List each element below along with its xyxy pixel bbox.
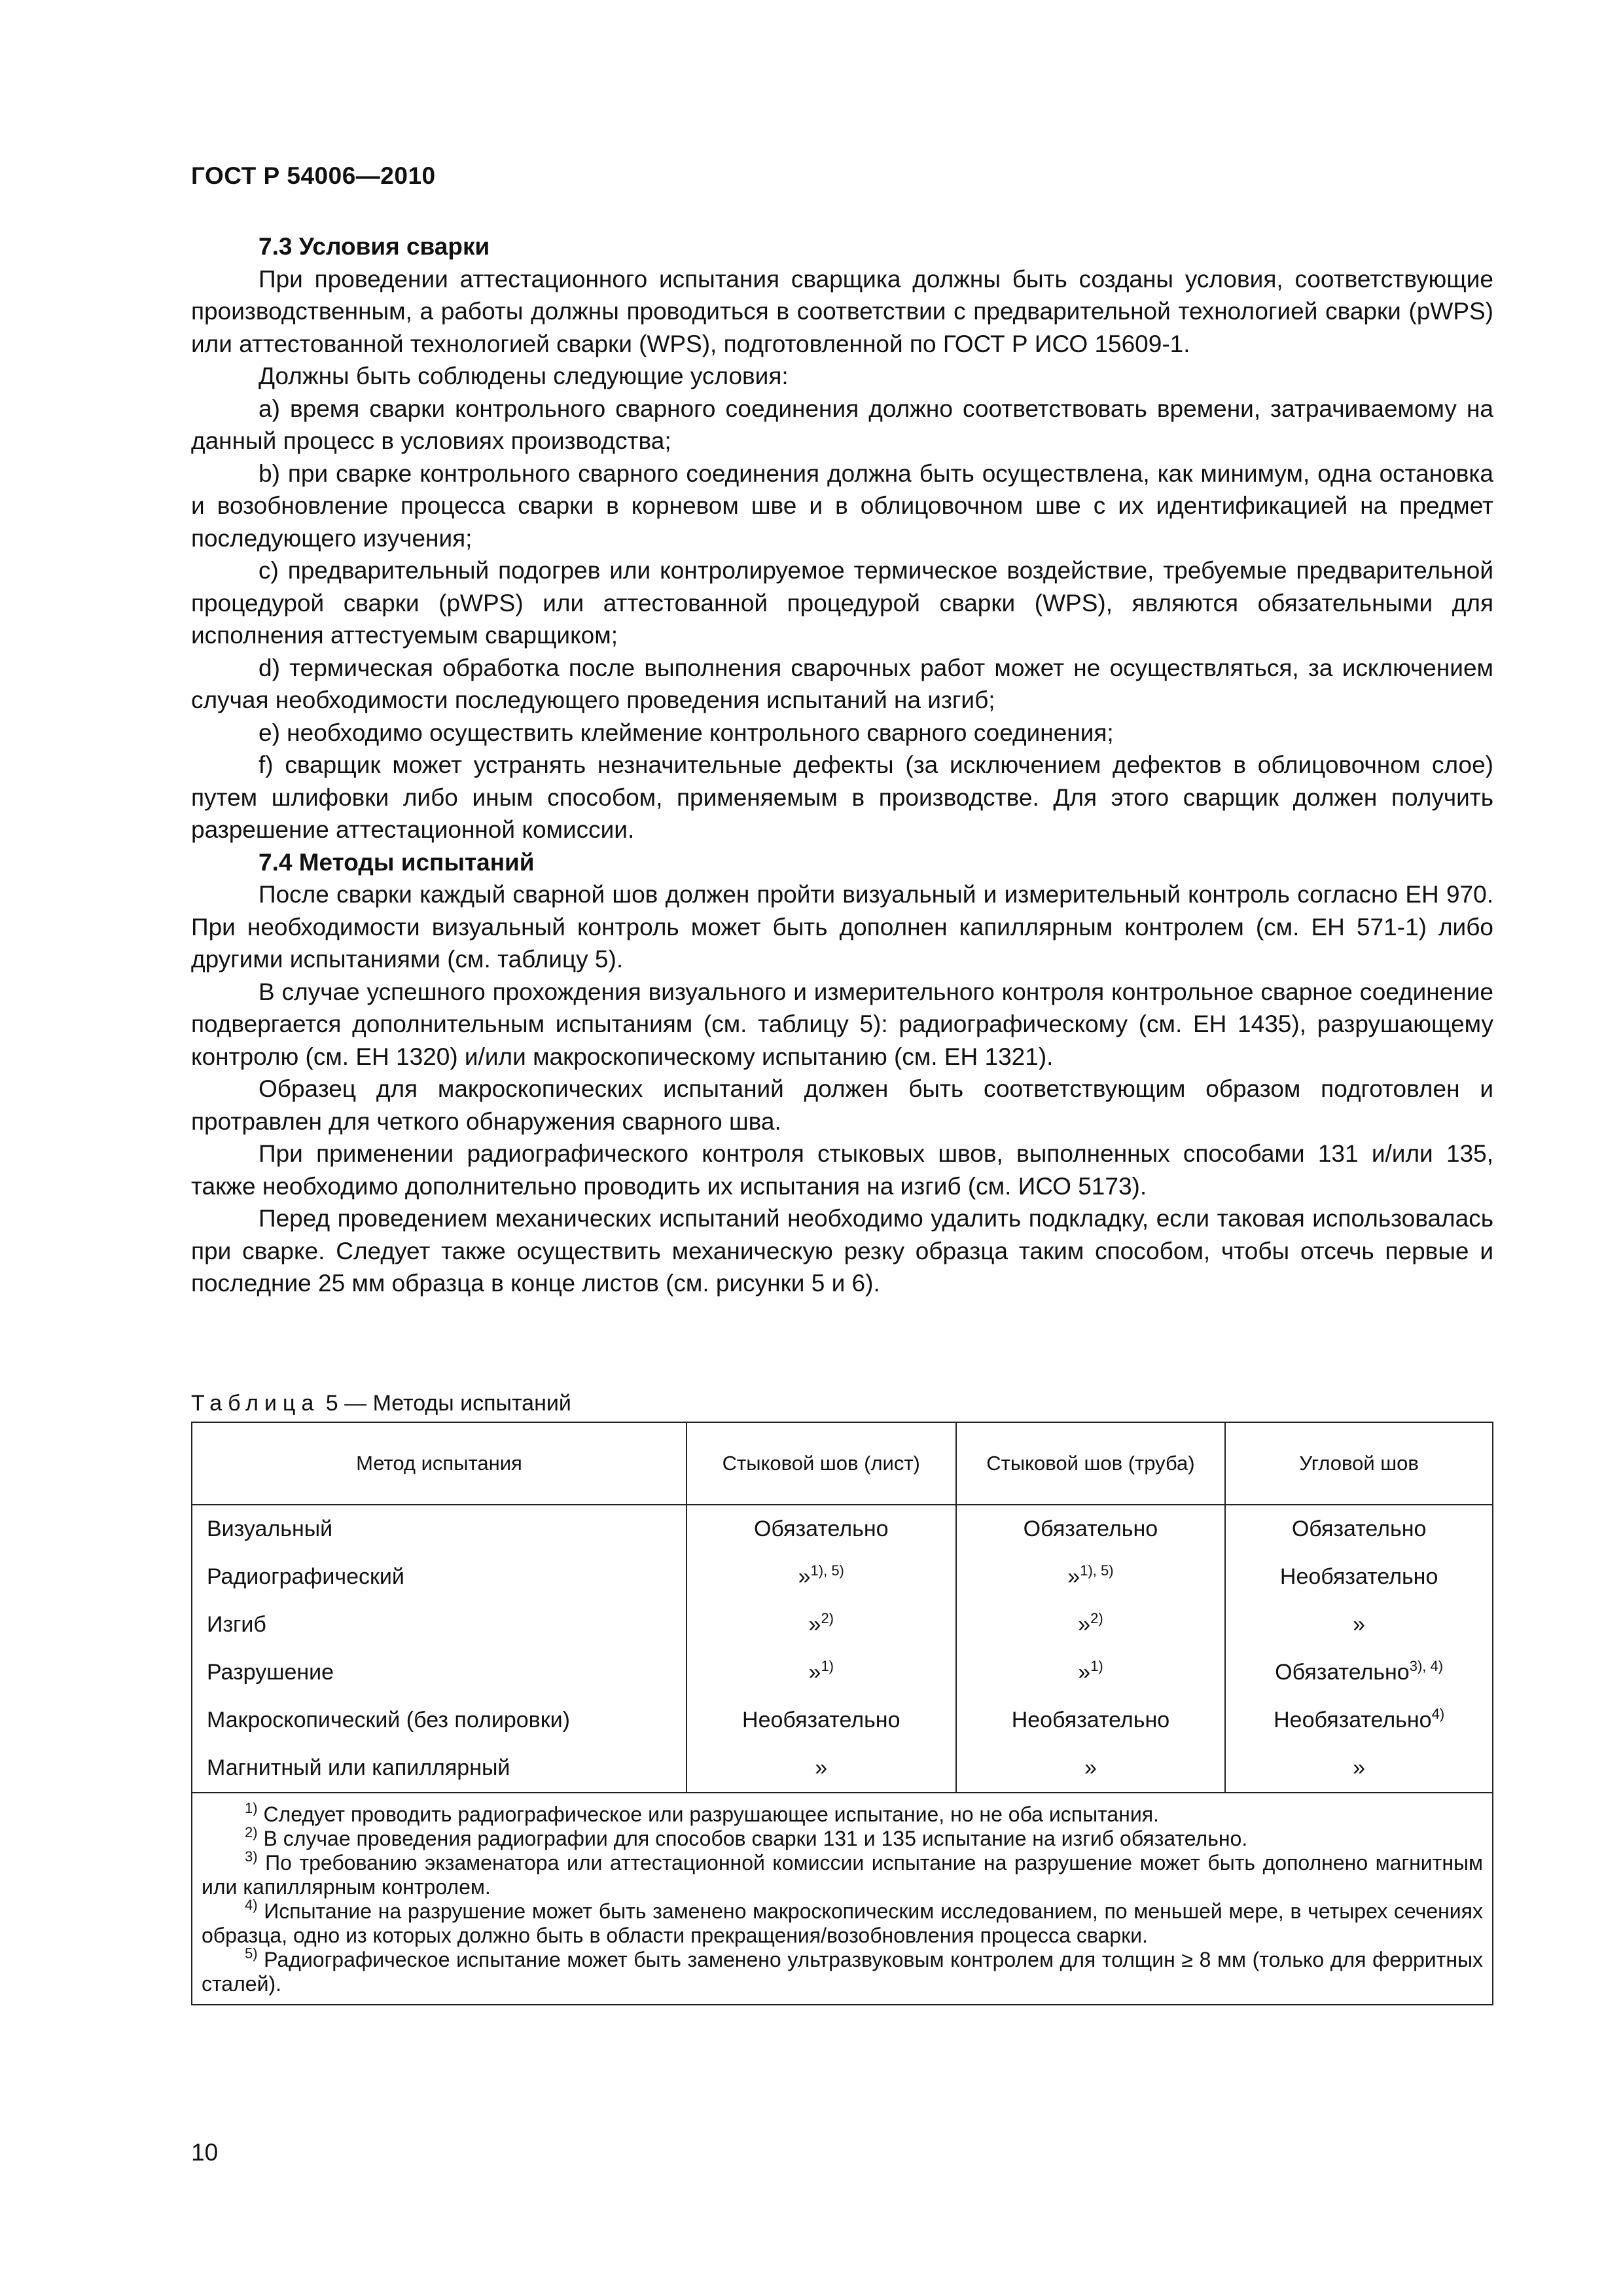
table-notes-row (192, 1793, 1493, 2005)
table-row (192, 1649, 1493, 1696)
section-7-4-paragraph: В случае успешного прохождения визуального и измерительного контроля контрольное сварное соединение подвергается дополнительным испытаниям (см. таблицу 5): радиографическому (см. ЕН 1435), разрушающему контролю (см. ЕН 1320) и/или макроскопическому испытанию (см. ЕН 1321). (191, 978, 1493, 1070)
method-cell: Магнитный или капиллярный (192, 1744, 687, 1793)
column-header: Угловой шов (1225, 1422, 1493, 1505)
cell-value: » (815, 1755, 828, 1780)
value-cell (1225, 1696, 1493, 1744)
section-7-4-paragraph: При применении радиографического контроля стыковых швов, выполненных способами 131 и/или 135, также необходимо дополнительно проводить их испытания на изгиб (см. ИСО 5173). (191, 1140, 1493, 1200)
cell-value: » (1353, 1612, 1366, 1637)
value-cell (1225, 1649, 1493, 1696)
condition-item-d: d) термическая обработка после выполнения сварочных работ может не осуществляться, за исключением случая необходимости последующего проведения испытаний на изгиб; (191, 654, 1493, 713)
value-cell (1225, 1601, 1493, 1649)
footnote-ref: 1), 5) (1080, 1562, 1114, 1579)
footnote-ref: 1) (821, 1658, 834, 1674)
value-cell (687, 1649, 956, 1696)
value-cell (687, 1744, 956, 1793)
value-cell (1225, 1744, 1493, 1793)
cell-value: Необязательно (742, 1708, 901, 1732)
value-cell (687, 1505, 956, 1553)
cell-value: Обязательно (1291, 1516, 1427, 1541)
table-header-row (192, 1422, 1493, 1505)
footnote-text: В случае проведения радиографии для способов сварки 131 и 135 испытание на изгиб обязательно. (257, 1827, 1248, 1850)
page-number: 10 (191, 2139, 219, 2166)
value-cell (956, 1696, 1226, 1744)
value-cell (687, 1696, 956, 1744)
section-7-3-heading: 7.3 Условия сварки (259, 233, 490, 260)
footnote-mark: 2) (245, 1824, 258, 1840)
table-caption-title: 5 — Методы испытаний (325, 1391, 571, 1416)
document-body (191, 230, 1493, 1300)
cell-value: Обязательно (753, 1516, 889, 1541)
table-row (192, 1696, 1493, 1744)
section-7-4-heading: 7.4 Методы испытаний (259, 848, 535, 876)
cell-value: » (798, 1564, 811, 1589)
footnote-mark: 4) (245, 1897, 258, 1913)
cell-value: Необязательно (1274, 1708, 1432, 1732)
method-cell: Визуальный (192, 1505, 687, 1553)
table-row (192, 1601, 1493, 1649)
test-methods-table (191, 1422, 1493, 2005)
table-footnote (202, 1824, 1483, 1851)
value-cell (1225, 1553, 1493, 1601)
condition-item-f: f) сварщик может устранять незначительные дефекты (за исключением дефектов в облицовочном слое) путем шлифовки либо иным способом, применяемым в производстве. Для этого сварщик должен получить разрешение аттестационной комиссии. (191, 751, 1493, 843)
value-cell (687, 1553, 956, 1601)
table-footnote (202, 1800, 1483, 1827)
column-header: Стыковой шов (лист) (687, 1422, 956, 1505)
cell-value: Необязательно (1011, 1708, 1170, 1732)
cell-value: » (1353, 1755, 1366, 1780)
cell-value: » (1078, 1612, 1091, 1637)
column-header: Метод испытания (192, 1422, 687, 1505)
conditions-intro: Должны быть соблюдены следующие условия: (259, 363, 789, 389)
footnote-ref: 1) (1090, 1658, 1103, 1674)
table-footnote (202, 1848, 1483, 1899)
cell-value: Обязательно (1023, 1516, 1158, 1541)
footnote-ref: 2) (1090, 1610, 1103, 1626)
footnote-mark: 3) (245, 1848, 258, 1865)
condition-item-b: b) при сварке контрольного сварного соединения должна быть осуществлена, как минимум, одна остановка и возобновление процесса сварки в корневом шве и в облицовочном шве с их идентификацией на предмет последующего изучения; (191, 459, 1493, 552)
section-7-4-paragraph: Образец для макроскопических испытаний должен быть соответствующим образом подготовлен и протравлен для четкого обнаружения сварного шва. (191, 1075, 1493, 1135)
table-footnote (202, 1899, 1483, 1948)
table-row (192, 1744, 1493, 1793)
table-footnote (202, 1945, 1483, 1996)
value-cell (956, 1553, 1226, 1601)
value-cell (1225, 1505, 1493, 1553)
table-row (192, 1505, 1493, 1553)
condition-item-e: е) необходимо осуществить клеймение контрольного сварного соединения; (259, 719, 1114, 746)
section-7-3-paragraph: При проведении аттестационного испытания сварщика должны быть созданы условия, соответствующие производственным, а работы должны проводиться в соответствии с предварительной технологией сварки (pWPS) или аттестованной технологией сварки (WPS), подготовленной по ГОСТ Р ИСО 15609-1. (191, 265, 1493, 357)
table-caption-label: Таблица (191, 1391, 320, 1416)
method-cell: Разрушение (192, 1649, 687, 1696)
method-cell: Изгиб (192, 1601, 687, 1649)
method-cell: Макроскопический (без полировки) (192, 1696, 687, 1744)
section-7-4-paragraph: Перед проведением механических испытаний необходимо удалить подкладку, если таковая использовалась при сварке. Следует также осуществить механическую резку образца таким способом, чтобы отсечь первые и последние 25 мм образца в конце листов (см. рисунки 5 и 6). (191, 1205, 1493, 1297)
section-7-4-paragraph: После сварки каждый сварной шов должен пройти визуальный и измерительный контроль согласно ЕН 970. При необходимости визуальный контроль может быть дополнен капиллярным контролем (см. ЕН 571-1) либо другими испытаниями (см. таблицу 5). (191, 881, 1493, 973)
table-notes (192, 1793, 1493, 2005)
footnote-ref: 1), 5) (810, 1562, 844, 1579)
cell-value: » (808, 1660, 821, 1685)
footnote-text: Испытание на разрушение может быть заменено макроскопическим исследованием, по меньшей мере, в четырех сечениях образца, одно из которых должно быть в области прекращения/возобновления процесса сварки. (202, 1899, 1483, 1947)
value-cell (956, 1649, 1226, 1696)
condition-item-a: а) время сварки контрольного сварного соединения должно соответствовать времени, затрачиваемому на данный процесс в условиях производства; (191, 395, 1493, 454)
footnote-ref: 3), 4) (1409, 1658, 1444, 1674)
document-standard-header: ГОСТ Р 54006—2010 (191, 162, 436, 189)
footnote-text: Следует проводить радиографическое или разрушающее испытание, но не оба испытания. (257, 1803, 1159, 1826)
cell-value: » (1084, 1755, 1097, 1780)
cell-value: » (808, 1612, 821, 1637)
footnote-ref: 2) (821, 1610, 834, 1626)
value-cell (956, 1601, 1226, 1649)
footnote-ref: 4) (1431, 1706, 1445, 1722)
cell-value: Необязательно (1279, 1564, 1438, 1589)
method-cell: Радиографический (192, 1553, 687, 1601)
cell-value: » (1067, 1564, 1080, 1589)
table-caption (191, 1390, 571, 1416)
condition-item-c: с) предварительный подогрев или контролируемое термическое воздействие, требуемые предварительной процедурой сварки (pWPS) или аттестованной процедурой сварки (WPS), являются обязательными для исполнения аттестуемым сварщиком; (191, 557, 1493, 649)
footnote-text: Радиографическое испытание может быть заменено ультразвуковым контролем для толщин ≥ 8 мм (только для ферритных сталей). (202, 1948, 1483, 1996)
footnote-text: По требованию экзаменатора или аттестационной комиссии испытание на разрушение может быть дополнено магнитным или капиллярным контролем. (202, 1851, 1483, 1899)
cell-value: » (1078, 1660, 1091, 1685)
table-row (192, 1553, 1493, 1601)
value-cell (956, 1505, 1226, 1553)
footnote-mark: 1) (245, 1800, 258, 1816)
footnote-mark: 5) (245, 1945, 258, 1962)
value-cell (687, 1601, 956, 1649)
value-cell (956, 1744, 1226, 1793)
cell-value: Обязательно (1275, 1660, 1410, 1685)
column-header: Стыковой шов (труба) (956, 1422, 1226, 1505)
